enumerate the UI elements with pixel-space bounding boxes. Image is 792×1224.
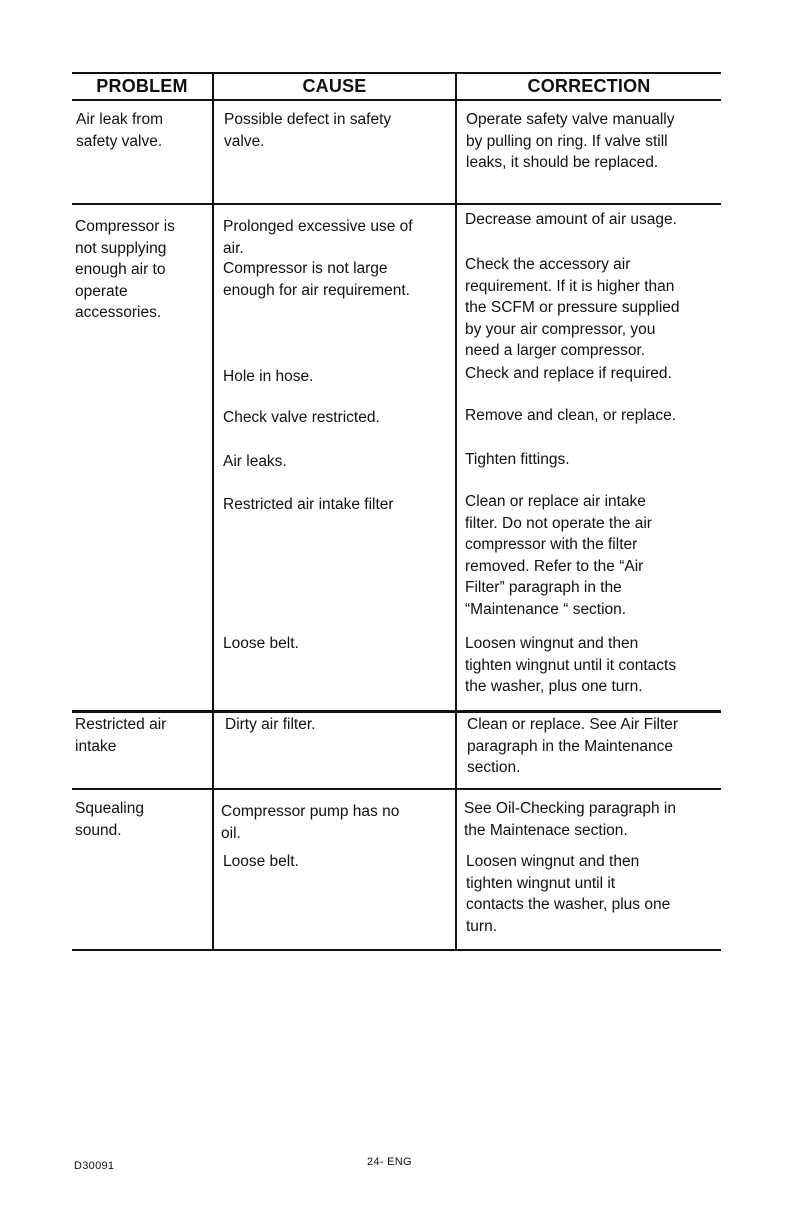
correction-cell: Loosen wingnut and then tighten wingnut until it contacts the washer, plus one turn. <box>466 853 671 935</box>
problem-cell: Compressor is not supplying enough air to operate accessories. <box>75 218 175 321</box>
cause-cell: Possible defect in safety valve. <box>224 111 392 150</box>
header-bottom-rule <box>72 99 721 101</box>
problem-cell: Air leak from safety valve. <box>76 111 163 150</box>
page-number: 24- ENG <box>367 1156 412 1168</box>
cause-cell: Loose belt. <box>223 635 299 652</box>
column-divider <box>212 72 214 951</box>
cause-cell: Dirty air filter. <box>225 716 316 733</box>
table-top-rule <box>72 72 721 74</box>
correction-cell: Loosen wingnut and then tighten wingnut until it contacts the washer, plus one turn. <box>465 635 677 695</box>
column-divider <box>455 72 457 951</box>
correction-cell: Clean or replace. See Air Filter paragraph in the Maintenance section. <box>467 716 679 776</box>
cause-cell: Compressor pump has no oil. <box>221 803 400 842</box>
problem-cell: Squealing sound. <box>75 800 144 839</box>
correction-cell: Remove and clean, or replace. <box>465 407 677 424</box>
problem-cell: Restricted air intake <box>75 716 167 755</box>
correction-cell: Operate safety valve manually by pulling on ring. If valve still leaks, it should be replaced. <box>466 111 675 171</box>
cause-cell: Hole in hose. <box>223 368 314 385</box>
cause-cell: Air leaks. <box>223 453 287 470</box>
cause-cell: Compressor is not large enough for air requirement. <box>223 260 410 299</box>
correction-cell: Check and replace if required. <box>465 365 672 382</box>
cause-cell: Check valve restricted. <box>223 409 380 426</box>
correction-cell: Clean or replace air intake filter. Do not operate the air compressor with the filter removed. Refer to the “Air Filter” paragraph in the “Maintenance “ section. <box>465 493 652 618</box>
cause-cell: Restricted air intake filter <box>223 496 394 513</box>
row-divider <box>72 710 721 713</box>
row-divider <box>72 788 721 790</box>
correction-cell: See Oil-Checking paragraph in the Maintenace section. <box>464 800 676 839</box>
row-divider <box>72 203 721 205</box>
correction-cell: Check the accessory air requirement. If it is higher than the SCFM or pressure supplied by your air compressor, you need a larger compressor. <box>465 256 680 359</box>
document-id: D30091 <box>74 1160 115 1172</box>
cause-cell: Loose belt. <box>223 853 299 870</box>
troubleshooting-table <box>72 72 721 951</box>
header-cause: CAUSE <box>302 76 367 96</box>
header-problem: PROBLEM <box>96 76 188 96</box>
table-bottom-rule <box>72 949 721 951</box>
correction-cell: Tighten fittings. <box>465 451 570 468</box>
header-correction: CORRECTION <box>527 76 651 96</box>
correction-cell: Decrease amount of air usage. <box>465 211 677 228</box>
cause-cell: Prolonged excessive use of air. <box>223 218 413 257</box>
